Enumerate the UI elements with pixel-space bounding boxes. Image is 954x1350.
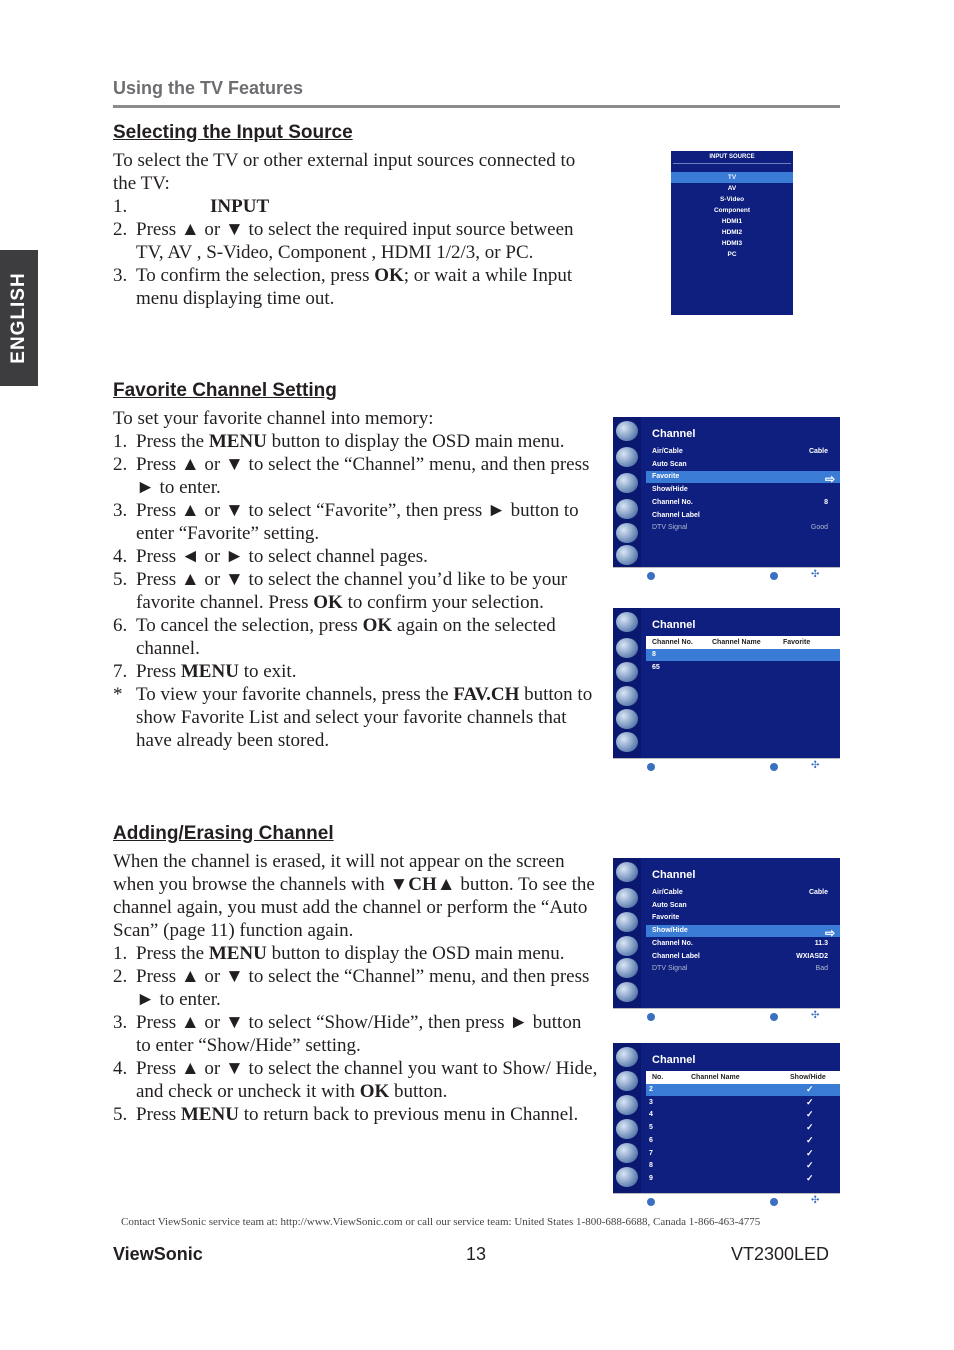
step-text: Press ▲ or ▼ to select the required input source between TV, AV , S-Video, Component , HDMI 1/2/3, or PC. <box>136 219 574 263</box>
check-icon: ✓ <box>806 1160 814 1171</box>
step-text: to return back to previous menu in Channel. <box>238 1104 579 1125</box>
picture-icon <box>616 421 638 441</box>
row-label: Channel Label <box>652 511 700 519</box>
row-value: Cable <box>808 448 828 455</box>
row-label: Auto Scan <box>652 460 687 468</box>
picture-icon <box>616 862 638 882</box>
osd-menu-row[interactable] <box>646 484 840 496</box>
step-number: 3. <box>113 500 128 521</box>
step-item <box>113 545 598 568</box>
audio-icon <box>616 638 638 658</box>
step-number: 7. <box>113 661 128 682</box>
check-icon: ✓ <box>806 1172 814 1183</box>
showhide-channel-menu-osd <box>613 858 840 1024</box>
input-source-body <box>113 149 598 310</box>
step-number: 1. <box>113 431 128 452</box>
step-number: 2. <box>113 966 128 987</box>
row-label: DTV Signal <box>652 965 688 973</box>
step-item <box>113 614 598 660</box>
step-text: Press ▲ or ▼ to select the “Channel” menu, and then press ► to enter. <box>136 454 590 498</box>
channel-icon <box>616 662 638 682</box>
step-text: ; or wait a while Input menu displaying time out. <box>136 265 573 309</box>
step-text: Press ▲ or ▼ to select “Show/Hide”, then press ► button to enter “Show/Hide” setting. <box>136 1012 582 1056</box>
row-value: WXIASD2 <box>796 952 828 960</box>
step-key: OK <box>359 1081 390 1102</box>
step-text: again on the selected channel. <box>136 615 556 659</box>
osd-sidebar <box>613 1043 641 1193</box>
col-show-hide: Show/Hide <box>790 1074 826 1081</box>
showhide-list-row[interactable] <box>646 1122 840 1134</box>
contact-line: Contact ViewSonic service team at: http://www.ViewSonic.com or call our service team: United States 1-800-688-6688, Canada 1-866-463-4775 <box>121 1216 761 1228</box>
channel-icon <box>616 473 638 493</box>
input-key-label: INPUT <box>210 196 270 217</box>
row-label: Favorite <box>652 914 680 922</box>
step-number: 3. <box>113 1012 128 1033</box>
move-icon: ✣ <box>811 1195 820 1206</box>
channel-number: 4 <box>649 1111 653 1119</box>
step-number: 1. <box>113 943 128 964</box>
tools-icon <box>616 982 638 1002</box>
favorite-steps <box>113 430 598 752</box>
osd-menu-row[interactable] <box>646 912 840 924</box>
check-icon: ✓ <box>806 1109 814 1120</box>
channel-number: 6 <box>649 1136 653 1144</box>
showhide-list-osd <box>613 1043 840 1209</box>
osd-menu-row[interactable] <box>646 900 840 912</box>
enter-arrow-icon: ⇨ <box>825 926 836 941</box>
settings-icon <box>616 686 638 706</box>
channel-number: 65 <box>652 663 660 671</box>
english-side-tab <box>0 250 38 386</box>
step-text: Press ▲ or ▼ to select the channel you’d like to be your favorite channel. Press <box>136 569 568 613</box>
step-item <box>113 499 598 545</box>
input-source-list <box>671 172 793 260</box>
row-label: Channel No. <box>652 939 693 947</box>
step-text: Press <box>136 1104 181 1125</box>
footer-brand: ViewSonic <box>113 1244 203 1264</box>
step-text: Press ▲ or ▼ to select the “Channel” menu, and then press ► to enter. <box>136 966 590 1010</box>
step-key: FAV.CH <box>453 684 520 705</box>
step-item <box>113 683 598 752</box>
step-number: 3. <box>113 265 128 286</box>
select-icon <box>770 572 778 580</box>
channel-icon <box>616 1095 638 1115</box>
input-step-3 <box>113 264 598 310</box>
step-item <box>113 430 598 453</box>
select-icon <box>770 1013 778 1021</box>
step-text: button to display the OSD main menu. <box>266 431 565 452</box>
step-text: Press ◄ or ► to select channel pages. <box>136 546 428 567</box>
step-item <box>113 965 598 1011</box>
step-number: 2. <box>113 219 128 240</box>
step-number: 5. <box>113 569 128 590</box>
input-source-intro: To select the TV or other external input sources connected to the TV: <box>113 150 576 194</box>
step-key: MENU <box>180 1104 239 1125</box>
osd-menu-row[interactable] <box>646 471 840 487</box>
tools-icon <box>616 732 638 752</box>
tools-icon <box>616 1167 638 1187</box>
osd-menu-row[interactable] <box>646 938 840 950</box>
osd-footer <box>613 567 840 583</box>
showhide-list-row[interactable] <box>646 1173 840 1185</box>
row-value: 11.3 <box>814 939 828 947</box>
settings-icon <box>616 936 638 956</box>
step-item <box>113 1057 598 1103</box>
check-icon: ✓ <box>806 1147 814 1158</box>
osd-title: INPUT SOURCE <box>709 154 755 160</box>
input-source-item[interactable]: TV <box>671 172 793 183</box>
step-text: Press ▲ or ▼ to select “Favorite”, then press ► button to enter “Favorite” setting. <box>136 500 579 544</box>
row-value: Good <box>810 524 828 532</box>
nav-icon <box>647 1198 655 1206</box>
favorite-list-row[interactable] <box>646 662 840 674</box>
step-number: 1. <box>113 196 128 217</box>
row-label: Favorite <box>652 473 680 481</box>
osd-title: Channel <box>652 869 696 881</box>
osd-menu-row[interactable] <box>646 510 840 522</box>
row-label: Channel Label <box>652 952 700 960</box>
lock-icon <box>616 958 638 978</box>
input-source-heading: Selecting the Input Source <box>113 122 353 143</box>
osd-menu-row[interactable] <box>646 497 840 509</box>
check-icon: ✓ <box>806 1096 814 1107</box>
osd-menu-row[interactable] <box>646 951 840 963</box>
showhide-list-row[interactable] <box>646 1135 840 1147</box>
step-text: to exit. <box>238 661 297 682</box>
channel-number: 7 <box>649 1149 653 1157</box>
showhide-list-row[interactable] <box>646 1084 840 1096</box>
osd-menu-row[interactable] <box>646 459 840 471</box>
step-text: To cancel the selection, press <box>136 615 363 636</box>
footer-page-number: 13 <box>466 1244 487 1264</box>
col-channel-name: Channel Name <box>691 1074 740 1081</box>
showhide-list-row[interactable] <box>646 1160 840 1172</box>
channel-number: 5 <box>649 1124 653 1132</box>
osd-table-header <box>646 636 840 649</box>
check-icon: ✓ <box>806 1134 814 1145</box>
step-item <box>113 1011 598 1057</box>
nav-icon <box>647 572 655 580</box>
step-item <box>113 1103 598 1126</box>
row-label: DTV Signal <box>652 524 688 532</box>
audio-icon <box>616 888 638 908</box>
step-key: MENU <box>180 661 239 682</box>
osd-sidebar <box>613 417 641 567</box>
move-icon: ✣ <box>811 1010 820 1021</box>
step-item <box>113 453 598 499</box>
input-source-item[interactable]: AV <box>727 185 737 192</box>
settings-icon <box>616 499 638 519</box>
audio-icon <box>616 1071 638 1091</box>
step-item <box>113 660 598 683</box>
row-value: Cable <box>808 889 828 896</box>
input-source-item[interactable]: HDMI1 <box>721 218 743 225</box>
row-label: Channel No. <box>652 498 693 506</box>
input-source-item[interactable]: HDMI3 <box>721 240 743 247</box>
step-text: To confirm the selection, press <box>136 265 375 286</box>
input-source-osd <box>671 151 793 315</box>
osd-title: Channel <box>652 1054 696 1066</box>
row-label: Show/Hide <box>652 486 688 494</box>
picture-icon <box>616 612 638 632</box>
step-number: 5. <box>113 1104 128 1125</box>
footer-model: VT2300LED <box>731 1244 830 1264</box>
osd-footer <box>613 1008 840 1024</box>
favorite-list-row[interactable] <box>646 649 840 661</box>
step-number: 4. <box>113 1058 128 1079</box>
adding-heading: Adding/Erasing Channel <box>113 823 334 844</box>
showhide-list-row[interactable] <box>646 1109 840 1121</box>
step-key: OK <box>374 265 404 286</box>
channel-icon <box>616 912 638 932</box>
step-number: 4. <box>113 546 128 567</box>
intro-text: button. To see the channel again, you must add the channel or perform the “Auto Scan” (page 11) function again. <box>113 874 595 941</box>
step-text: Press the <box>136 431 209 452</box>
input-step-1 <box>113 195 598 218</box>
col-favorite: Favorite <box>783 639 811 646</box>
check-icon: ✓ <box>806 1122 814 1133</box>
row-value: Bad <box>815 965 828 973</box>
osd-footer <box>613 758 840 774</box>
favorite-body <box>113 407 598 752</box>
row-label: Air/Cable <box>652 889 683 896</box>
col-channel-name: Channel Name <box>712 639 761 646</box>
col-channel-no: Channel No. <box>652 639 693 646</box>
picture-icon <box>616 1047 638 1067</box>
step-text: Press the <box>136 943 209 964</box>
ch-key-label: ▼CH▲ <box>389 874 456 895</box>
osd-menu-row[interactable] <box>646 522 840 534</box>
channel-number: 2 <box>649 1086 653 1093</box>
favorite-channel-menu-osd <box>613 417 840 583</box>
row-label: Air/Cable <box>652 448 683 455</box>
enter-arrow-icon: ⇨ <box>825 472 836 487</box>
move-icon: ✣ <box>811 760 820 771</box>
nav-icon <box>647 1013 655 1021</box>
channel-number: 8 <box>649 1162 653 1170</box>
showhide-list-row[interactable] <box>646 1097 840 1109</box>
step-text: Press ▲ or ▼ to select the channel you want to Show/ Hide, and check or uncheck it with <box>136 1058 598 1102</box>
channel-number: 8 <box>652 651 656 658</box>
osd-sidebar <box>613 858 641 1008</box>
adding-body <box>113 850 598 1126</box>
side-tab-label: ENGLISH <box>8 272 29 364</box>
step-text: button. <box>389 1081 448 1102</box>
step-number: * <box>113 684 123 705</box>
select-icon <box>770 763 778 771</box>
row-label: Auto Scan <box>652 901 687 909</box>
favorite-intro: To set your favorite channel into memory: <box>113 408 434 429</box>
channel-number: 3 <box>649 1098 653 1106</box>
step-text: button to show Favorite List and select your favorite channels that have already been stored. <box>136 684 593 751</box>
input-source-item[interactable]: PC <box>727 251 737 258</box>
move-icon: ✣ <box>811 569 820 580</box>
step-number: 6. <box>113 615 128 636</box>
step-key: OK <box>362 615 393 636</box>
osd-table-header <box>646 1071 840 1084</box>
row-value: 8 <box>824 498 828 506</box>
row-label: Show/Hide <box>652 927 688 935</box>
osd-footer <box>613 1193 840 1209</box>
osd-menu-row[interactable] <box>646 446 840 458</box>
lock-icon <box>616 1143 638 1163</box>
input-source-item[interactable]: HDMI2 <box>721 229 743 236</box>
header-rule <box>113 105 840 108</box>
favorite-list-osd <box>613 608 840 774</box>
check-icon: ✓ <box>806 1084 814 1094</box>
col-no: No. <box>652 1074 664 1081</box>
nav-icon <box>647 763 655 771</box>
input-source-item[interactable]: Component <box>713 207 751 214</box>
step-item <box>113 568 598 614</box>
osd-sidebar <box>613 608 641 758</box>
osd-title: Channel <box>652 619 696 631</box>
channel-number: 9 <box>649 1174 653 1182</box>
favorite-heading: Favorite Channel Setting <box>113 380 337 401</box>
step-item <box>113 942 598 965</box>
select-icon <box>770 1198 778 1206</box>
step-text: button to display the OSD main menu. <box>266 943 565 964</box>
intro-text: When the channel is erased, it will not appear on the screen when you browse the channels with <box>113 851 565 895</box>
step-text: to confirm your selection. <box>342 592 544 613</box>
step-text: To view your favorite channels, press the <box>136 684 454 705</box>
step-number: 2. <box>113 454 128 475</box>
step-key: MENU <box>208 943 267 964</box>
osd-menu-row[interactable] <box>646 925 840 941</box>
lock-icon <box>616 709 638 729</box>
audio-icon <box>616 447 638 467</box>
osd-title: Channel <box>652 428 696 440</box>
showhide-list-row[interactable] <box>646 1148 840 1160</box>
input-source-item[interactable]: S-Video <box>719 196 745 203</box>
lock-icon <box>616 523 638 543</box>
osd-menu-row[interactable] <box>646 963 840 975</box>
osd-title-rule <box>673 163 791 164</box>
osd-menu-row[interactable] <box>646 887 840 899</box>
input-step-2 <box>113 218 598 264</box>
step-key: MENU <box>208 431 267 452</box>
adding-steps <box>113 942 598 1126</box>
settings-icon <box>616 1119 638 1139</box>
section-header: Using the TV Features <box>113 78 304 98</box>
step-key: OK <box>313 592 343 613</box>
step-text: Press <box>136 661 181 682</box>
adding-intro <box>113 850 598 942</box>
tools-icon <box>616 545 638 565</box>
